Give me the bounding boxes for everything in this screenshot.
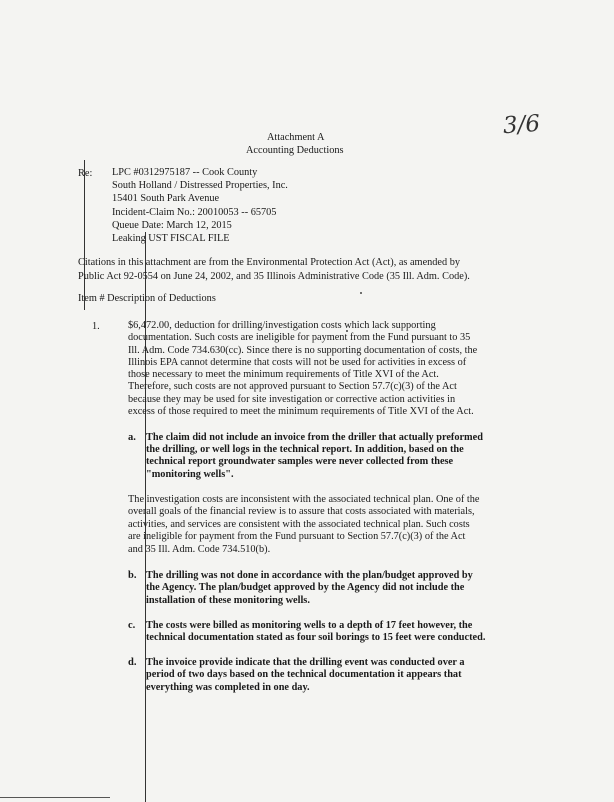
item-line: because they may be used for site investigation or corrective action activities in	[128, 393, 456, 405]
investigation-line: activities, and services are consistent with the associated technical plan. Such costs	[128, 518, 470, 530]
citations-paragraph	[78, 256, 470, 283]
sub-a-line: The claim did not include an invoice from the driller that actually preformed	[146, 432, 483, 443]
re-line: Queue Date: March 12, 2015	[112, 219, 232, 231]
item-header: Item # Description of Deductions	[78, 293, 216, 304]
item-line: Ill. Adm. Code 734.630(cc). Since there is no supporting documentation of costs, the	[128, 344, 478, 356]
item-line: those necessary to meet the minimum requirements of Title XVI of the Act.	[128, 369, 439, 381]
item-line: excess of those required to meet the minimum requirements of Title XVI of the Act.	[128, 406, 474, 418]
re-line: LPC #0312975187 -- Cook County	[112, 167, 258, 178]
investigation-line: overall goals of the financial review is to assure that costs associated with materials,	[128, 506, 475, 518]
sub-d-letter: d.	[128, 657, 137, 668]
item-description	[128, 320, 477, 418]
citations-line: Citations in this attachment are from the Environmental Protection Act (Act), as amended by	[78, 257, 461, 268]
sub-b-line: installation of these monitoring wells.	[146, 594, 310, 606]
sub-b-letter: b.	[128, 570, 137, 581]
re-label: Re:	[78, 168, 93, 179]
sub-d-line: The invoice provide indicate that the drilling event was conducted over a	[146, 657, 465, 668]
item-line: Illinois EPA cannot determine that costs will not be used for activities in excess of	[128, 356, 467, 368]
sub-c-text	[146, 620, 485, 645]
sub-a-letter: a.	[128, 432, 136, 443]
sub-c-letter: c.	[128, 620, 136, 631]
sub-d-line: everything was completed in one day.	[146, 681, 310, 693]
citations-line: Public Act 92-0554 on June 24, 2002, and 35 Illinois Administrative Code (35 Ill. Adm. Code).	[78, 270, 470, 282]
scan-speck	[360, 292, 362, 294]
re-line: Incident-Claim No.: 20010053 -- 65705	[112, 206, 277, 218]
item-line: Therefore, such costs are not approved pursuant to Section 57.7(c)(3) of the Act	[128, 381, 457, 393]
item-line: $6,472.00, deduction for drilling/investigation costs which lack supporting	[128, 320, 436, 331]
investigation-line: The investigation costs are inconsistent with the associated technical plan. One of the	[128, 494, 480, 505]
sub-a-line: "monitoring wells".	[146, 468, 234, 480]
sub-b-text	[146, 570, 473, 607]
re-block	[112, 166, 288, 245]
re-line: South Holland / Distressed Properties, Inc.	[112, 180, 288, 192]
scan-bottom-line	[0, 797, 110, 798]
re-line: 15401 South Park Avenue	[112, 193, 220, 205]
sub-a-line: the drilling, or well logs in the technical report. In addition, based on the	[146, 444, 464, 456]
document-title: Attachment A	[267, 132, 325, 143]
investigation-line: and 35 Ill. Adm. Code 734.510(b).	[128, 543, 271, 555]
sub-b-line: the Agency. The plan/budget approved by the Agency did not include the	[146, 582, 465, 594]
scan-line-left	[84, 160, 85, 310]
sub-c-line: The costs were billed as monitoring wells to a depth of 17 feet however, the	[146, 620, 473, 631]
investigation-line: are ineligible for payment from the Fund pursuant to Section 57.7(c)(3) of the Act	[128, 531, 466, 543]
sub-c-line: technical documentation stated as four soil borings to 15 feet were conducted.	[146, 632, 486, 644]
sub-a-line: technical report groundwater samples were never collected from these	[146, 456, 454, 468]
re-line: Leaking UST FISCAL FILE	[112, 233, 230, 245]
sub-d-line: period of two days based on the technical documentation it appears that	[146, 669, 462, 681]
document-subtitle: Accounting Deductions	[246, 145, 344, 156]
sub-b-line: The drilling was not done in accordance with the plan/budget approved by	[146, 570, 473, 581]
page-number: 3/6	[502, 110, 541, 140]
investigation-paragraph	[128, 494, 479, 556]
sub-d-text	[146, 657, 465, 694]
item-line: documentation. Such costs are ineligible for payment from the Fund pursuant to 35	[128, 332, 471, 344]
item-number: 1.	[92, 321, 100, 332]
sub-a-text	[146, 432, 483, 481]
